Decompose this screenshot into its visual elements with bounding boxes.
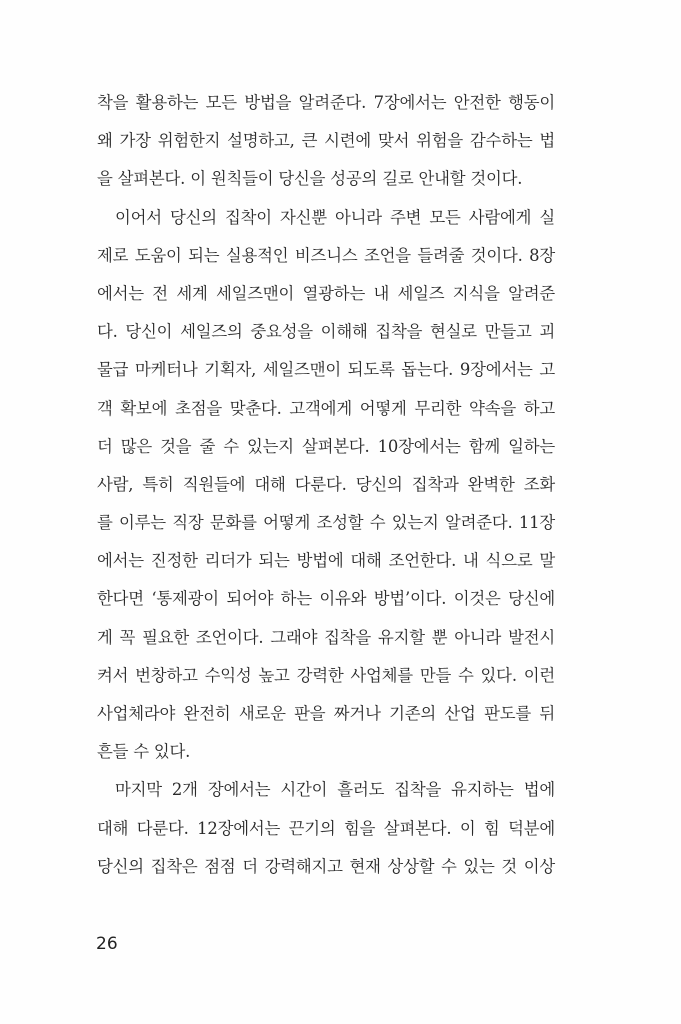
text-line: 객 확보에 초점을 맞춘다. 고객에게 어떻게 무리한 약속을 하고 [97, 398, 555, 418]
page-number: 26 [96, 934, 118, 954]
text-line: 사람, 특히 직원들에 대해 다룬다. 당신의 집착과 완벽한 조화 [97, 474, 555, 494]
text-line: 에서는 진정한 리더가 되는 방법에 대해 조언한다. 내 식으로 말 [97, 551, 555, 571]
text-line: 왜 가장 위험한지 설명하고, 큰 시련에 맞서 위험을 감수하는 법 [97, 131, 555, 151]
text-line: 게 꼭 필요한 조언이다. 그래야 집착을 유지할 뿐 아니라 발전시 [97, 627, 555, 647]
text-line: 착을 활용하는 모든 방법을 알려준다. 7장에서는 안전한 행동이 [97, 93, 555, 112]
text-line: 이어서 당신의 집착이 자신뿐 아니라 주변 모든 사람에게 실 [115, 207, 555, 227]
text-line: 에서는 전 세계 세일즈맨이 열광하는 내 세일즈 지식을 알려준 [97, 283, 555, 303]
body-text [97, 84, 555, 886]
text-line: 사업체라야 완전히 새로운 판을 짜거나 기존의 산업 판도를 뒤 [97, 704, 555, 723]
text-line: 다. 당신이 세일즈의 중요성을 이해해 집착을 현실로 만들고 괴 [97, 322, 555, 342]
text-line: 을 살펴본다. 이 원칙들이 당신을 성공의 길로 안내할 것이다. [97, 169, 523, 189]
text-line: 제로 도움이 되는 실용적인 비즈니스 조언을 들려줄 것이다. 8장 [97, 245, 555, 265]
text-line: 당신의 집착은 점점 더 강력해지고 현재 상상할 수 있는 것 이상 [97, 856, 555, 876]
text-line: 마지막 2개 장에서는 시간이 흘러도 집착을 유지하는 법에 [115, 780, 555, 800]
text-line: 흔들 수 있다. [97, 742, 191, 762]
text-line: 한다면 ‘통제광이 되어야 하는 이유와 방법’이다. 이것은 당신에 [97, 589, 555, 609]
text-line: 물급 마케터나 기획자, 세일즈맨이 되도록 돕는다. 9장에서는 고 [97, 360, 555, 380]
text-line: 더 많은 것을 줄 수 있는지 살펴본다. 10장에서는 함께 일하는 [97, 436, 555, 456]
text-line: 켜서 번창하고 수익성 높고 강력한 사업체를 만들 수 있다. 이런 [97, 665, 555, 685]
text-line: 를 이루는 직장 문화를 어떻게 조성할 수 있는지 알려준다. 11장 [97, 513, 555, 533]
text-line: 대해 다룬다. 12장에서는 끈기의 힘을 살펴본다. 이 힘 덕분에 [97, 818, 555, 838]
